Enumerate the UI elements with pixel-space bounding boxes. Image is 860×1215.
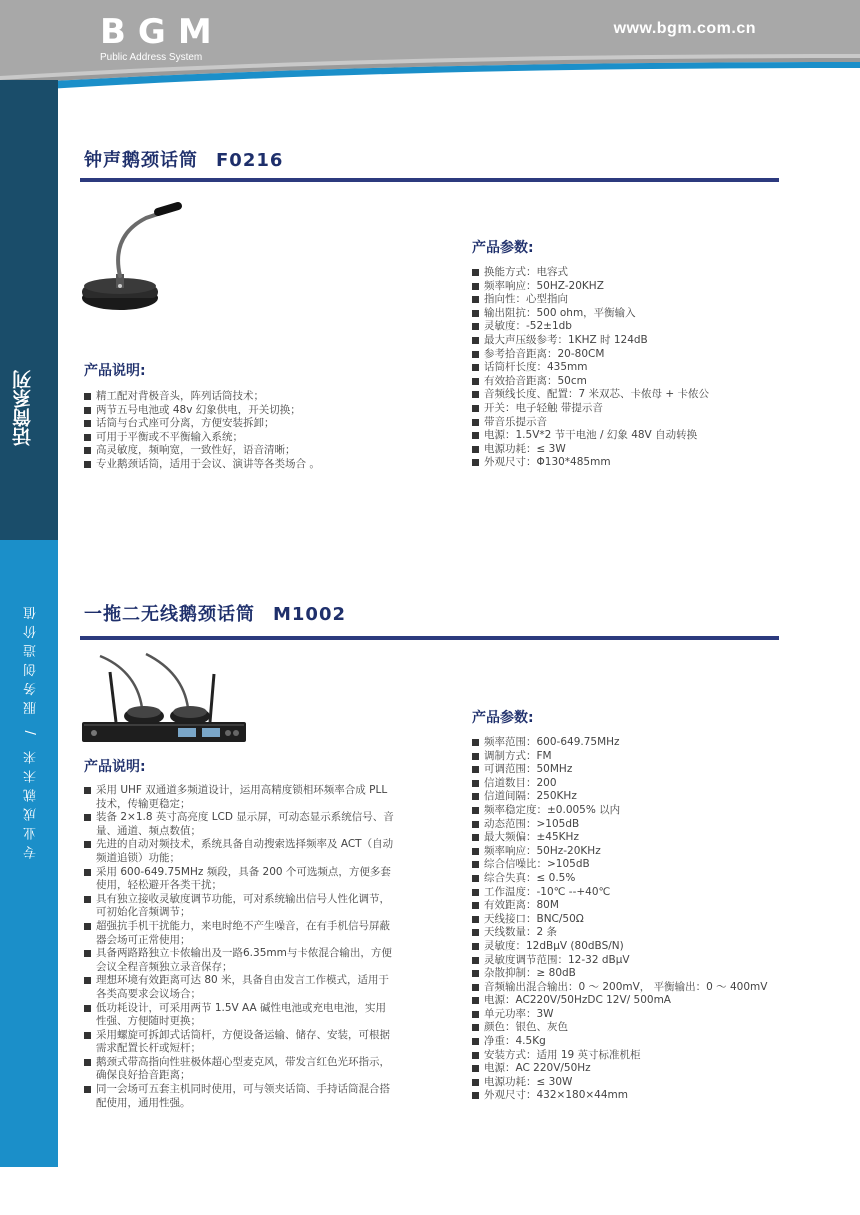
description-item: 高灵敏度，频响宽，一致性好，语音清晰； <box>84 444 424 458</box>
description-item: 理想环境有效距离可达 80 米，具备自由发言工作模式，适用于各类高要求会议场合； <box>84 974 396 1001</box>
sidebar <box>0 80 58 1215</box>
spec-item: 灵敏度调节范围：12-32 dBμV <box>472 954 792 968</box>
spec-item: 颜色：银色、灰色 <box>472 1021 792 1035</box>
spec-item: 频率响应：50HZ-20KHZ <box>472 280 772 294</box>
description-item: 精工配对背极音头，阵列话筒技术； <box>84 390 424 404</box>
section-divider <box>80 636 779 640</box>
spec-item: 天线接口：BNC/50Ω <box>472 913 792 927</box>
description-item: 采用 UHF 双通道多频道设计，运用高精度锁相环频率合成 PLL 技术，传输更稳定； <box>84 784 396 811</box>
sidebar-top-band <box>0 80 58 540</box>
specs-list-2 <box>472 736 792 1103</box>
spec-item: 换能方式：电容式 <box>472 266 772 280</box>
spec-item: 电源：AC 220V/50Hz <box>472 1062 792 1076</box>
spec-item: 信道间隔：250KHz <box>472 790 792 804</box>
spec-item: 灵敏度：-52±1db <box>472 320 772 334</box>
description-item: 两节五号电池或 48v 幻象供电，开关切换； <box>84 404 424 418</box>
spec-item: 外观尺寸：432×180×44mm <box>472 1089 792 1103</box>
product-name: 钟声鹅颈话筒 <box>84 150 198 171</box>
spec-item: 调制方式：FM <box>472 750 792 764</box>
spec-item: 参考拾音距离：20-80CM <box>472 348 772 362</box>
section-divider <box>80 178 779 182</box>
bgm-logo <box>100 14 224 64</box>
spec-item: 杂散抑制：≥ 80dB <box>472 967 792 981</box>
product-title-2 <box>84 600 346 626</box>
logo-text: BGM <box>100 12 224 52</box>
spec-item: 最大频偏：±45KHz <box>472 831 792 845</box>
spec-item: 单元功率：3W <box>472 1008 792 1022</box>
spec-item: 指向性：心型指向 <box>472 293 772 307</box>
logo-subtitle: Public Address System <box>100 52 203 63</box>
spec-item: 音频线长度、配置：7 米双芯、卡侬母 + 卡侬公 <box>472 388 772 402</box>
description-item: 具有独立接收灵敏度调节功能，可对系统输出信号人性化调节，可初始化音频调节； <box>84 893 396 920</box>
page-header <box>0 0 860 95</box>
spec-item: 有效拾音距离：50cm <box>472 375 772 389</box>
description-item: 采用螺旋可拆卸式话筒杆，方便设备运输、储存、安装，可根据需求配置长杆或短杆； <box>84 1029 396 1056</box>
description-item: 可用于平衡或不平衡输入系统； <box>84 431 424 445</box>
spec-item: 电源：1.5V*2 节干电池 / 幻象 48V 自动转换 <box>472 429 772 443</box>
spec-item: 频率稳定度：±0.005% 以内 <box>472 804 792 818</box>
specs-heading-1: 产品参数: <box>472 240 534 256</box>
description-item: 同一会场可五套主机同时使用，可与领夹话筒、手持话筒混合搭配使用，通用性强。 <box>84 1083 396 1110</box>
specs-heading-2: 产品参数: <box>472 710 534 726</box>
description-list-1 <box>84 390 424 472</box>
product-title-1 <box>84 146 283 172</box>
description-item: 超强抗手机干扰能力，来电时绝不产生噪音，在有手机信号屏蔽器会场可正常使用； <box>84 920 396 947</box>
spec-item: 动态范围：>105dB <box>472 818 792 832</box>
spec-item: 综合信噪比：>105dB <box>472 858 792 872</box>
description-heading-1: 产品说明: <box>84 363 146 379</box>
specs-list-1 <box>472 266 772 470</box>
spec-item: 最大声压级参考：1KHZ 时 124dB <box>472 334 772 348</box>
spec-item: 频率响应：50Hz-20KHz <box>472 845 792 859</box>
description-item: 鹅颈式带高指向性驻极体超心型麦克风，带发言红色光环指示，确保良好拾音距离； <box>84 1056 396 1083</box>
product-model: M1002 <box>273 604 347 625</box>
gooseneck-microphone-image <box>74 200 184 315</box>
spec-item: 净重：4.5Kg <box>472 1035 792 1049</box>
spec-item: 有效距离：80M <box>472 899 792 913</box>
spec-item: 外观尺寸：Φ130*485mm <box>472 456 772 470</box>
spec-item: 电源：AC220V/50HzDC 12V/ 500mA <box>472 994 792 1008</box>
spec-item: 音频输出混合输出：0 ～ 200mV， 平衡输出：0 ～ 400mV <box>472 981 792 995</box>
spec-item: 频率范围：600-649.75MHz <box>472 736 792 750</box>
description-item: 专业鹅颈话筒，适用于会议、演讲等各类场合 。 <box>84 458 424 472</box>
spec-item: 开关：电子轻触 带提示音 <box>472 402 772 416</box>
spec-item: 信道数目：200 <box>472 777 792 791</box>
spec-item: 带音乐提示音 <box>472 416 772 430</box>
wireless-microphone-system-image <box>80 650 248 745</box>
spec-item: 电源功耗：≤ 3W <box>472 443 772 457</box>
spec-item: 电源功耗：≤ 30W <box>472 1076 792 1090</box>
description-item: 装备 2×1.8 英寸高亮度 LCD 显示屏，可动态显示系统信号、音量、通道、频点数值； <box>84 811 396 838</box>
description-item: 话筒与台式座可分离，方便安装拆卸； <box>84 417 424 431</box>
spec-item: 安装方式：适用 19 英寸标准机柜 <box>472 1049 792 1063</box>
description-list-2 <box>84 784 396 1110</box>
product-model: F0216 <box>216 150 284 171</box>
description-item: 先进的自动对频技术，系统具备自动搜索选择频率及 ACT（自动频道追锁）功能； <box>84 838 396 865</box>
spec-item: 灵敏度：12dBμV (80dBS/N) <box>472 940 792 954</box>
spec-item: 天线数量：2 条 <box>472 926 792 940</box>
description-item: 低功耗设计，可采用两节 1.5V AA 碱性电池或充电电池，实用性强、方便随时更换； <box>84 1002 396 1029</box>
page-number: 93 <box>14 1203 27 1215</box>
sidebar-slogan: 专业成就未来 / 服务创造价值 <box>24 600 39 859</box>
description-heading-2: 产品说明: <box>84 759 146 775</box>
spec-item: 话筒杆长度：435mm <box>472 361 772 375</box>
spec-item: 输出阻抗：500 ohm，平衡输入 <box>472 307 772 321</box>
spec-item: 综合失真：≤ 0.5% <box>472 872 792 886</box>
site-url[interactable]: www.bgm.com.cn <box>613 20 756 37</box>
description-item: 采用 600-649.75MHz 频段，具备 200 个可选频点，方便多套使用，轻松避开各类干扰； <box>84 866 396 893</box>
spec-item: 可调范围：50MHz <box>472 763 792 777</box>
spec-item: 工作温度：-10℃ --+40℃ <box>472 886 792 900</box>
description-item: 具备两路路独立卡侬输出及一路6.35mm与卡侬混合输出，方便会议全程音频独立录音保存； <box>84 947 396 974</box>
sidebar-category: 话筒系列 <box>12 370 34 446</box>
product-name: 一拖二无线鹅颈话筒 <box>84 604 255 625</box>
